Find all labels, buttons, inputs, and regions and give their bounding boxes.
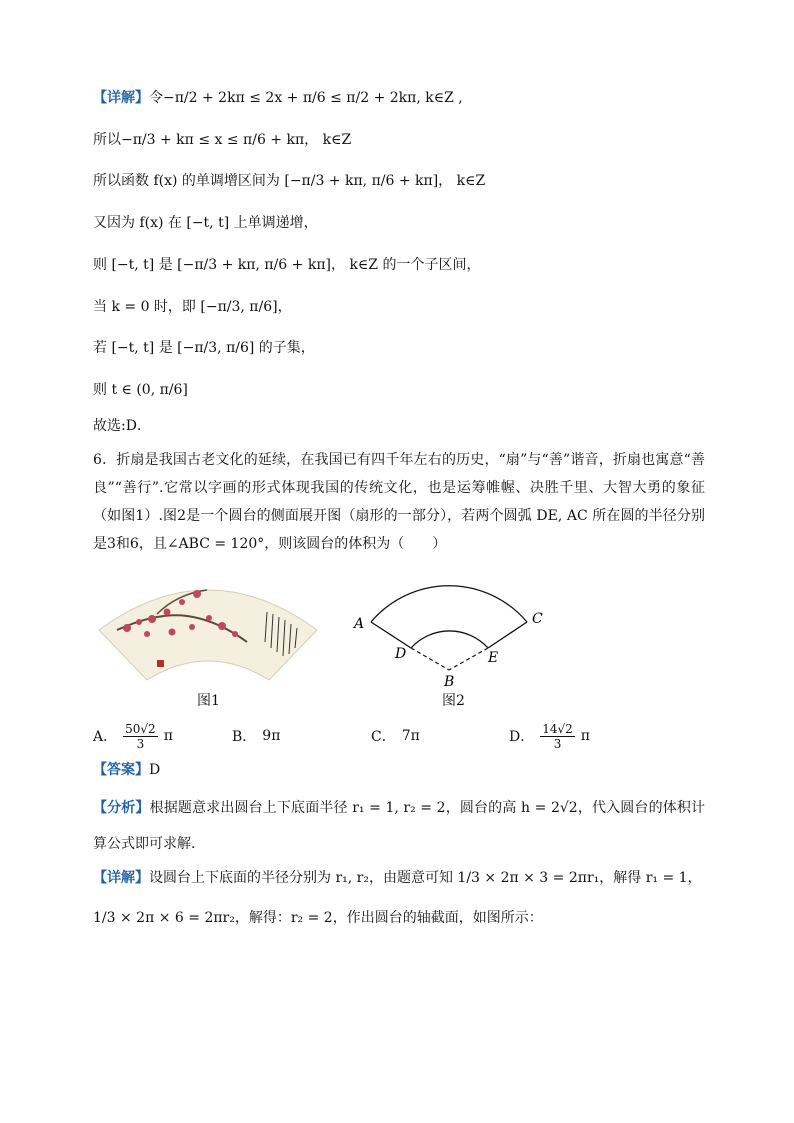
option-d-suffix: π: [580, 728, 590, 744]
point-B-label: B: [444, 674, 455, 688]
option-a-fraction: [123, 722, 158, 751]
option-a-suffix: π: [163, 728, 173, 744]
option-a-numerator: 50√2: [125, 721, 156, 736]
detail-line-2: 1/3 × 2π × 6 = 2πr₂，解得：r₂ = 2，作出圆台的轴截面，如图所示：: [93, 910, 543, 926]
analysis-text: 根据题意求出圆台上下底面半径 r₁ = 1, r₂ = 2，圆台的高 h = 2√2，代入圆台的体积计算公式即可求解.: [93, 800, 706, 852]
point-C-label: C: [532, 611, 543, 627]
answer-value: D: [149, 762, 161, 778]
solution-line-1: [93, 88, 463, 108]
outer-arc-AC: [371, 586, 527, 622]
detail-line-1: [93, 868, 702, 888]
figure-2-label: 图2: [442, 693, 465, 709]
solution-line-2: 所以−π/3 + kπ ≤ x ≤ π/6 + kπ， k∈Z: [93, 132, 352, 148]
segment-CE: [488, 622, 527, 648]
detail-tag-2: 【详解】: [93, 870, 149, 886]
annular-sector-diagram: [350, 576, 550, 688]
option-a-letter: A．: [93, 729, 118, 745]
point-D-label: D: [395, 646, 407, 662]
point-A-label: A: [354, 616, 365, 632]
solution-line-5: 则 [−t, t] 是 [−π/3 + kπ, π/6 + kπ]， k∈Z 的一个子区间，: [93, 257, 481, 273]
inner-arc-DE: [411, 631, 488, 648]
detail-line-1-text: 设圆台上下底面的半径分别为 r₁, r₂，由题意可知 1/3 × 2π × 3 = 2πr₁，解得 r₁ = 1，: [149, 870, 702, 886]
option-d-fraction: [540, 722, 575, 751]
problem-6-text: 6．折扇是我国古老文化的延续，在我国已有四千年左右的历史，“扇”与“善”谐音，折扇也寓意“善良”“善行”.它常以字画的形式体现我国的传统文化，也是运筹帷幄、决胜千里、大智大勇的象征（如图1）.图2是一个圆台的侧面展开图（扇形的一部分），若两个圆弧 DE, AC 所在圆的半径分别是3和6，且∠ABC = 120°，则该圆台的体积为（ ）: [93, 452, 705, 552]
option-c-value: 7π: [401, 728, 420, 744]
solution-line-9: 故选:D．: [93, 418, 151, 434]
solution-line-7: 若 [−t, t] 是 [−π/3, π/6] 的子集，: [93, 340, 315, 356]
option-b: [232, 718, 280, 754]
option-c: [371, 718, 420, 754]
solution-line-3: 所以函数 f(x) 的单调增区间为 [−π/3 + kπ, π/6 + kπ]， k∈Z: [93, 173, 486, 189]
option-d-denominator: 3: [553, 736, 562, 751]
dashed-DB: [411, 648, 449, 670]
seal-stamp: [157, 660, 164, 667]
solution-line-6: 当 k = 0 时，即 [−π/3, π/6]，: [93, 299, 292, 315]
option-a: [93, 718, 173, 754]
segment-AD: [371, 622, 411, 648]
analysis-paragraph: [93, 790, 705, 862]
analysis-tag: 【分析】: [93, 800, 150, 816]
option-c-letter: C．: [371, 729, 396, 745]
option-a-denominator: 3: [136, 736, 145, 751]
option-b-letter: B．: [232, 729, 257, 745]
solution-line-8: 则 t ∈ (0, π/6]: [93, 382, 188, 398]
option-d: [509, 718, 590, 754]
point-E-label: E: [488, 650, 499, 666]
solution-line-1-text: 令−π/2 + 2kπ ≤ 2x + π/6 ≤ π/2 + 2kπ, k∈Z ,: [149, 90, 463, 106]
folding-fan-painting: [97, 572, 319, 684]
option-b-value: 9π: [262, 728, 281, 744]
option-d-letter: D．: [509, 729, 535, 745]
answer-line: [93, 760, 160, 780]
detail-tag: 【详解】: [93, 90, 149, 106]
figure-1-label: 图1: [197, 693, 220, 709]
answer-tag: 【答案】: [93, 762, 149, 778]
solution-line-4: 又因为 f(x) 在 [−t, t] 上单调递增，: [93, 215, 318, 231]
option-d-numerator: 14√2: [542, 721, 573, 736]
dashed-EB: [449, 648, 488, 670]
